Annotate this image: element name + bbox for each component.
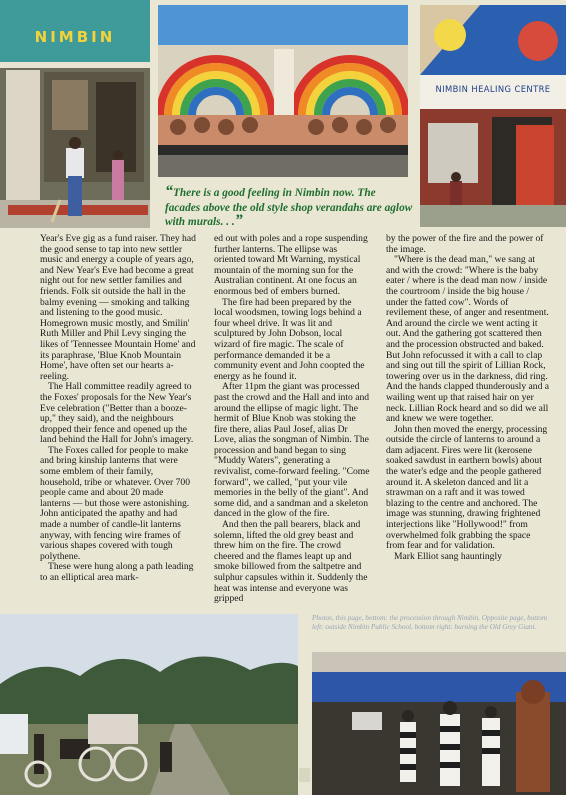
- article-column-3: [386, 234, 550, 562]
- column-3-paragraph-4: Mark Elliot sang hauntingly: [394, 550, 502, 562]
- photo-procession-street: [312, 652, 566, 795]
- photo-caption: Photos, this page, bottom: the procession through Nimbin. Opposite page, bottom left: outside Nimbin Public School, bottom right: burning the Old Grey Giant.: [312, 614, 548, 631]
- column-2-paragraph-2: The fire had been prepared by the local woodsmen, towing logs behind a four wheel drive. It was lit and sculptured by John Dobson, local wizard of fire magic. The scale of performance demanded it be a community event and John coopted the energy as he found it.: [214, 296, 365, 382]
- pull-quote-text: There is a good feeling in Nimbin now. The facades above the old style shop verandahs are aglow with murals. . .: [165, 187, 413, 228]
- column-2-paragraph-3: After 11pm the giant was processed past the crowd and the Hall and into and around the ellipse of magic light. The hermit of Blue Knob was stoking the fire there, alias Paul Josef, alias Dr Love, alias the songman of Nimbin. The procession and band began to sing "Muddy Waters", generating a revivalist, come-forward feeling. "Come forward", we called, "put your vile memories in the belly of the giant". And some did, and a sandman and a skeleton danced in the glow of the fire.: [214, 381, 370, 520]
- column-1-paragraph-4: These were hung along a path leading to an elliptical area mark-: [40, 561, 194, 583]
- quote-open-mark: “: [165, 183, 173, 200]
- article-column-1: [40, 234, 196, 584]
- column-1-paragraph-2: The Hall committee readily agreed to the Foxes' proposals for the New Year's Eve celebration ("Better than a booze-up," they said), and the neighbours dropped their fence and opened up the land behind the Hall for John's imagery.: [40, 381, 194, 446]
- photo-procession-carriage: [0, 614, 298, 795]
- column-2-paragraph-1: ed out with poles and a rope suspending further lanterns. The ellipse was oriented toward Mt Warning, mystical mountain of the morning sun for the Australian continent. At one focus an enormous bed of embers burned.: [214, 233, 368, 297]
- photo-nimbin-storefront: [0, 0, 150, 228]
- column-3-paragraph-2: "Where is the dead man," we sang at and with the crowd: "Where is the baby eater / where is the dead man now / inside the courtroom / inside the big house / under the fatted cow". Words of revilement these, of anger and resentment. And around the circle we went acting it out. And the gathering got scattered then and the procession obstructed and baked. But John refocussed it with a call to clap and sing out till the spirit of Lillian Rock, towering over us in the darkness, did ring. And the hands clapped thunderously and a wailing went up that raised hair on yer neck. Lillian Rock heard and so did we all and knew we were together.: [386, 254, 550, 425]
- divider-mark: [299, 768, 310, 782]
- photo-healing-centre: [420, 5, 566, 227]
- column-3-paragraph-1: by the power of the fire and the power of the image.: [386, 233, 544, 255]
- column-2-paragraph-4: And then the pall bearers, black and solemn, lifted the old grey beast and threw him on the fire. The crowd cheered and the flames leapt up and smoke billowed from the saltpetre and sulphur capsules within it. Suddenly the heat was intense and everyone was gripped: [214, 519, 368, 605]
- column-3-paragraph-3: John then moved the energy, processing outside the circle of lanterns to around a dam adjacent. Fires were lit (kerosene soaked sawdust in earthern bowls) about the water's edge and the people gathered around it. A skeleton danced and lit a strawman on a raft and it was towed blazing to the centre and anchored. The image was stunning, drawing frightened interjections like "Hollywood!" from overwhelmed folk grabbing the space from fear and for validation.: [386, 423, 548, 552]
- column-1-paragraph-3: The Foxes called for people to make and bring kinship lanterns that were some emblem of their family, household, tribe or whatever. Over 700 people came and about 20 made lanterns — but those were astonishing. John anticipated the apathy and had made a number of candle-lit lanterns anyway, with fencing wire frames of various shapes covered with tough polythene.: [40, 444, 190, 562]
- article-column-2: [214, 234, 370, 605]
- pull-quote: [165, 183, 413, 230]
- column-1-paragraph-1: Year's Eve gig as a fund raiser. They had the good sense to tap into new settler music and energy a couple of years ago, and New Year's Eve had become a great night out for new settler families and friends. Folk sit outside the hall in the balmy evening — smoking and talking and listening to the good music. Homegrown music mostly, and Smilin' Ruth Miller and Phil Levy singing the likes of 'Tennessee Mountain Home' and its paraphrase, 'Blue Knob Mountain Home', have often set our hearts a-reeling.: [40, 233, 196, 382]
- healing-centre-sign: NIMBIN HEALING CENTRE: [435, 84, 551, 94]
- quote-close-mark: ”: [234, 212, 243, 229]
- storefront-sign: NIMBIN: [34, 28, 116, 46]
- photo-rainbow-mural: [158, 5, 408, 177]
